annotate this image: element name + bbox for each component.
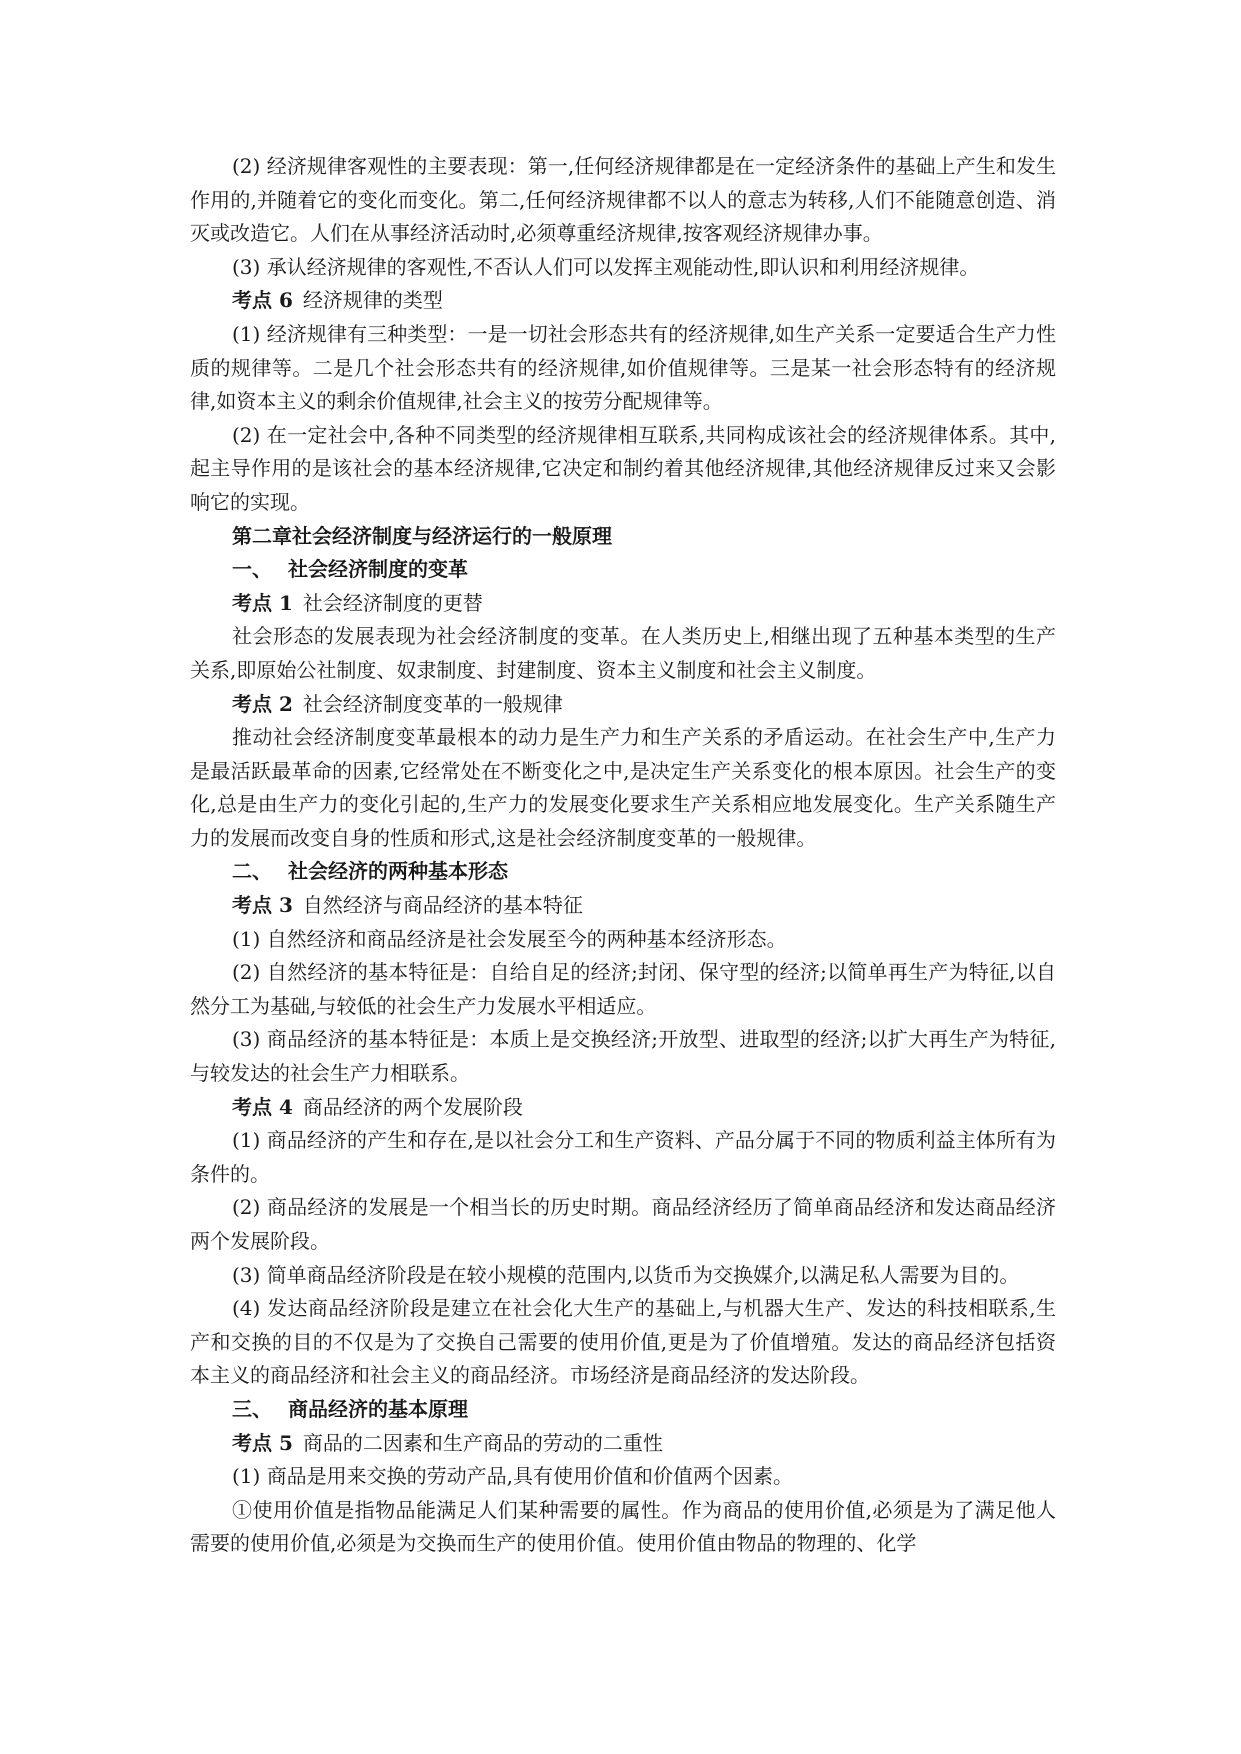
exam-point-heading — [190, 688, 1056, 722]
exam-point-heading — [190, 587, 1056, 621]
section-title: 社会经济制度的变革 — [288, 557, 468, 582]
paragraph: 推动社会经济制度变革最根本的动力是生产力和生产关系的矛盾运动。在社会生产中,生产力是最活跃最革命的因素,它经常处在不断变化之中,是决定生产关系变化的根本原因。社会生产的变化,总是由生产力的变化引起的,生产力的发展变化要求生产关系相应地发展变化。生产关系随生产力的发展而改变自身的性质和形式,这是社会经济制度变革的一般规律。 — [190, 725, 1056, 850]
section-number: 一、 — [232, 557, 272, 582]
exam-point-title: 商品的二因素和生产商品的劳动的二重性 — [302, 1430, 663, 1455]
chapter-heading: 第二章社会经济制度与经济运行的一般原理 — [232, 523, 612, 548]
paragraph: (1) 自然经济和商品经济是社会发展至今的两种基本经济形态。 — [232, 926, 787, 951]
exam-point-heading — [190, 889, 1056, 923]
paragraph: 社会形态的发展表现为社会经济制度的变革。在人类历史上,相继出现了五种基本类型的生产关系,即原始公社制度、奴隶制度、封建制度、资本主义制度和社会主义制度。 — [190, 624, 1056, 682]
paragraph: (4) 发达商品经济阶段是建立在社会化大生产的基础上,与机器大生产、发达的科技相联系,生产和交换的目的不仅是为了交换自己需要的使用价值,更是为了价值增殖。发达的商品经济包括资本主义的商品经济和社会主义的商品经济。市场经济是商品经济的发达阶段。 — [190, 1296, 1056, 1388]
section-title: 商品经济的基本原理 — [288, 1396, 468, 1421]
section-number: 二、 — [232, 859, 272, 884]
paragraph: (1) 商品是用来交换的劳动产品,具有使用价值和价值两个因素。 — [232, 1464, 794, 1489]
section-heading — [190, 855, 1056, 889]
exam-point-title: 社会经济制度变革的一般规律 — [302, 691, 563, 716]
paragraph: (2) 商品经济的发展是一个相当长的历史时期。商品经济经历了简单商品经济和发达商品经济两个发展阶段。 — [190, 1195, 1056, 1253]
exam-point-heading — [190, 284, 1056, 318]
paragraph: (3) 承认经济规律的客观性,不否认人们可以发挥主观能动性,即认识和利用经济规律。 — [232, 254, 980, 279]
document-page — [190, 150, 1056, 1561]
exam-point-label: 考点 1 — [232, 590, 293, 615]
exam-point-label: 考点 3 — [232, 893, 293, 918]
paragraph: (2) 经济规律客观性的主要表现：第一,任何经济规律都是在一定经济条件的基础上产生和发生作用的,并随着它的变化而变化。第二,任何经济规律都不以人的意志为转移,人们不能随意创造、消灭或改造它。人们在从事经济活动时,必须尊重经济规律,按客观经济规律办事。 — [190, 154, 1056, 246]
exam-point-title: 自然经济与商品经济的基本特征 — [302, 893, 583, 918]
paragraph: ①使用价值是指物品能满足人们某种需要的属性。作为商品的使用价值,必须是为了满足他人需要的使用价值,必须是为交换而生产的使用价值。使用价值由物品的物理的、化学 — [190, 1497, 1056, 1556]
exam-point-heading — [190, 1427, 1056, 1461]
section-heading — [190, 1393, 1056, 1427]
section-title: 社会经济的两种基本形态 — [288, 859, 508, 884]
exam-point-title: 商品经济的两个发展阶段 — [302, 1094, 523, 1119]
exam-point-title: 经济规律的类型 — [302, 288, 443, 313]
paragraph: (3) 简单商品经济阶段是在较小规模的范围内,以货币为交换媒介,以满足私人需要为目的。 — [232, 1262, 1020, 1287]
exam-point-label: 考点 6 — [232, 288, 293, 313]
exam-point-label: 考点 2 — [232, 691, 293, 716]
exam-point-title: 社会经济制度的更替 — [302, 590, 483, 615]
paragraph: (2) 在一定社会中,各种不同类型的经济规律相互联系,共同构成该社会的经济规律体系。其中,起主导作用的是该社会的基本经济规律,它决定和制约着其他经济规律,其他经济规律反过来又会影响它的实现。 — [190, 422, 1056, 514]
paragraph: (1) 商品经济的产生和存在,是以社会分工和生产资料、产品分属于不同的物质利益主体所有为条件的。 — [190, 1128, 1056, 1186]
exam-point-label: 考点 4 — [232, 1094, 293, 1119]
paragraph: (1) 经济规律有三种类型：一是一切社会形态共有的经济规律,如生产关系一定要适合生产力性质的规律等。二是几个社会形态共有的经济规律,如价值规律等。三是某一社会形态特有的经济规律,如资本主义的剩余价值规律,社会主义的按劳分配规律等。 — [190, 321, 1056, 414]
paragraph: (3) 商品经济的基本特征是：本质上是交换经济;开放型、进取型的经济;以扩大再生产为特征,与较发达的社会生产力相联系。 — [190, 1027, 1056, 1086]
exam-point-label: 考点 5 — [232, 1430, 293, 1455]
exam-point-heading — [190, 1091, 1056, 1125]
section-heading — [190, 553, 1056, 587]
paragraph: (2) 自然经济的基本特征是：自给自足的经济;封闭、保守型的经济;以简单再生产为特征,以自然分工为基础,与较低的社会生产力发展水平相适应。 — [190, 960, 1056, 1018]
section-number: 三、 — [232, 1396, 272, 1421]
